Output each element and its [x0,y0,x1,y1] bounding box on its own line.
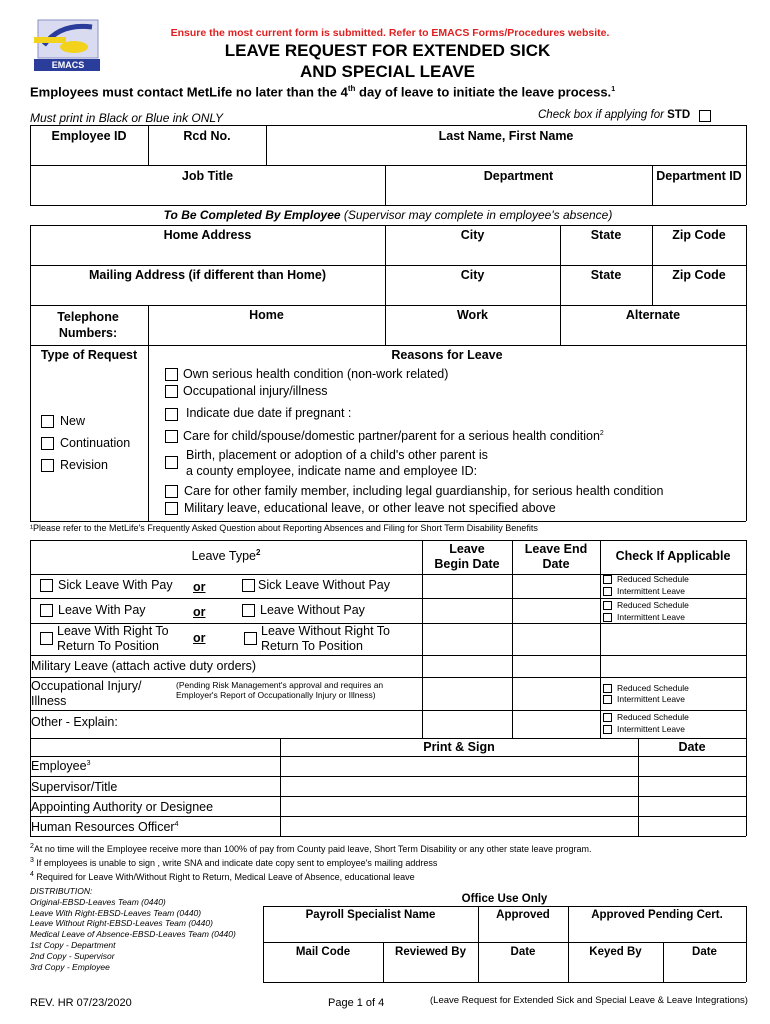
std-note-text: Check box if applying for [538,109,664,121]
state-label-2: State [590,268,622,282]
employee-id-label: Employee ID [51,129,127,143]
occupational-note-2: Employer's Report of Occupationally Injury or Illness) [176,690,376,700]
state-label: State [590,228,622,242]
distribution-item: Leave With Right-EBSD-Leaves Team (0440) [30,907,202,918]
footnote-3-num: 3 [30,857,34,864]
reason-other-family-checkbox[interactable] [165,485,178,498]
zip-label: Zip Code [672,228,726,242]
type-revision-checkbox[interactable] [41,459,54,472]
occupational-label-1: Occupational Injury/ [31,679,142,693]
leave-without-pay-checkbox[interactable] [242,604,255,617]
form-notice: Ensure the most current form is submitted. Refer to EMACS Forms/Procedures website. [170,27,610,39]
footnote-2-num: 2 [30,843,34,850]
intermittent-label-2: Intermittent Leave [617,612,686,622]
sick-without-pay-checkbox[interactable] [242,579,255,592]
type-of-request-header: Type of Request [40,348,138,362]
city-label: City [460,228,485,242]
type-continuation-checkbox[interactable] [41,437,54,450]
completed-by-bold: To Be Completed By Employee [163,208,341,222]
completed-by-rest: (Supervisor may complete in employee's absence) [340,208,613,222]
footnote-2-text: At no time will the Employee receive more than 100% of pay from County paid leave, Short Term Disability or any other state leave program. [33,844,592,854]
reason-footnote-ref: 2 [599,429,604,437]
reason-birth-label-2: a county employee, indicate name and employee ID: [186,464,478,478]
footnote-1: ¹Please refer to the MetLife's Frequently Asked Question about Reporting Absences and Filing for Short Term Disability Benefits [30,523,538,533]
print-sign-header: Print & Sign [423,740,495,754]
reason-military-checkbox[interactable] [165,502,178,515]
approved-pending-label: Approved Pending Cert. [591,909,723,921]
intermittent-label-4: Intermittent Leave [617,724,686,734]
reduced-schedule-checkbox-2[interactable] [603,601,612,610]
leave-without-right-checkbox[interactable] [244,632,257,645]
leave-type-footnote-ref: 2 [255,548,261,557]
or-label-3: or [193,631,206,645]
leave-with-right-checkbox[interactable] [40,632,53,645]
end-date-header-1: Leave End [524,542,588,556]
end-date-header-2: Date [542,557,570,571]
reason-military-label: Military leave, educational leave, or other leave not specified above [184,501,556,515]
leave-with-pay-checkbox[interactable] [40,604,53,617]
department-label: Department [483,169,554,183]
footnote-4 [30,871,415,882]
name-label: Last Name, First Name [438,129,574,143]
reduced-schedule-label-1: Reduced Schedule [617,574,689,584]
distribution-item: 2nd Copy - Supervisor [30,950,115,961]
occupational-label-2: Illness [31,694,67,708]
leave-without-pay-label: Leave Without Pay [260,603,365,617]
reason-pregnant-checkbox[interactable] [165,408,178,421]
occupational-note-1: (Pending Risk Management's approval and requires an [176,680,384,690]
reduced-schedule-checkbox-3[interactable] [603,684,612,693]
reason-own-health-label: Own serious health condition (non-work related) [183,367,449,381]
leave-with-right-label-1: Leave With Right To [57,624,169,638]
distribution-item: Medical Leave of Absence-EBSD-Leaves Team (0440) [30,929,236,940]
zip-label-2: Zip Code [672,268,726,282]
distribution-item: Original-EBSD-Leaves Team (0440) [30,896,166,907]
mailing-address-label: Mailing Address (if different than Home) [88,268,327,282]
leave-type-header-text: Leave Type [191,549,256,564]
sign-date-header: Date [678,740,706,754]
city-label-2: City [460,268,485,282]
std-label: STD [667,109,691,121]
logo-text: EMACS [51,60,85,70]
metlife-notice-text-end: day of leave to initiate the leave process. [355,84,612,100]
footnote-3-text: If employees is unable to sign , write SNA and indicate date copy sent to employee's mailing address [33,858,438,868]
metlife-footnote-ref: 1 [611,86,616,93]
intermittent-label-1: Intermittent Leave [617,586,686,596]
type-revision-label: Revision [60,458,108,472]
reason-care-family-checkbox[interactable] [165,430,178,443]
sign-supervisor-label: Supervisor/Title [31,780,118,794]
sick-with-pay-label: Sick Leave With Pay [58,578,173,592]
leave-without-right-label-2: Return To Position [261,639,363,653]
reason-other-family-label: Care for other family member, including legal guardianship, for serious health condition [184,484,664,498]
form-title-line1: LEAVE REQUEST FOR EXTENDED SICK [224,41,551,60]
distribution-item: 3rd Copy - Employee [30,961,110,972]
sick-without-pay-label: Sick Leave Without Pay [258,578,391,592]
begin-date-header-2: Begin Date [434,557,500,571]
office-date-label-2: Date [692,946,717,958]
begin-date-header-1: Leave [449,542,485,556]
reason-birth-checkbox[interactable] [165,456,178,469]
document-name: (Leave Request for Extended Sick and Special Leave & Leave Integrations) [430,995,748,1006]
military-leave-label: Military Leave (attach active duty orders) [31,659,257,673]
reduced-schedule-label-2: Reduced Schedule [617,600,689,610]
home-phone-label: Home [249,308,284,322]
footnote-4-num: 4 [30,871,34,878]
reason-own-health-checkbox[interactable] [165,368,178,381]
leave-with-pay-label: Leave With Pay [58,603,146,617]
metlife-notice [30,84,615,99]
leave-without-right-label-1: Leave Without Right To [261,624,391,638]
ink-note: Must print in Black or Blue ink ONLY [30,111,223,125]
emacs-logo [30,17,102,73]
keyed-by-label: Keyed By [589,946,642,958]
approved-label: Approved [496,909,550,921]
distribution-list [30,886,236,972]
reduced-schedule-label-4: Reduced Schedule [617,712,689,722]
job-title-label: Job Title [181,169,234,183]
reasons-header: Reasons for Leave [391,348,503,362]
page-number: Page 1 of 4 [328,997,385,1009]
reason-occupational-label: Occupational injury/illness [183,384,328,398]
type-new-checkbox[interactable] [41,415,54,428]
sign-hr-label [31,820,178,834]
check-applicable-header: Check If Applicable [615,549,731,563]
rcd-no-label: Rcd No. [183,129,231,143]
leave-type-header [30,548,422,563]
reason-pregnant-label: Indicate due date if pregnant : [186,406,352,420]
std-checkbox[interactable] [699,110,711,122]
sick-with-pay-checkbox[interactable] [40,579,53,592]
leave-with-right-label-2: Return To Position [57,639,159,653]
office-use-title: Office Use Only [461,893,548,905]
office-date-label: Date [510,946,536,958]
reduced-schedule-checkbox-4[interactable] [603,713,612,722]
metlife-notice-sup: th [347,84,356,93]
reason-occupational-checkbox[interactable] [165,385,178,398]
revision-label: REV. HR 07/23/2020 [30,997,132,1009]
department-id-label: Department ID [656,169,742,183]
telephone-label: Telephone Numbers: [57,310,119,340]
work-phone-label: Work [456,308,489,322]
intermittent-checkbox-3[interactable] [603,695,612,704]
mail-code-label: Mail Code [295,946,351,958]
reduced-schedule-checkbox-1[interactable] [603,575,612,584]
intermittent-checkbox-2[interactable] [603,613,612,622]
reviewed-by-label: Reviewed By [395,946,466,958]
home-address-label: Home Address [163,228,252,242]
sign-employee-label [31,759,91,773]
sign-hr-fn: 4 [174,820,179,828]
sign-hr-text: Human Resources Officer [31,820,175,834]
reduced-schedule-label-3: Reduced Schedule [617,683,689,693]
sign-employee-text: Employee [31,759,87,773]
or-label-2: or [193,605,206,619]
form-title-line2: AND SPECIAL LEAVE [299,62,476,81]
reason-care-family-label [183,429,604,443]
sign-appointing-label: Appointing Authority or Designee [31,800,214,814]
other-explain-label: Other - Explain: [31,715,118,729]
alternate-phone-label: Alternate [625,308,681,322]
footnote-3 [30,857,437,868]
distribution-title: DISTRIBUTION: [30,886,93,896]
intermittent-checkbox-1[interactable] [603,587,612,596]
payroll-specialist-label: Payroll Specialist Name [305,909,436,921]
type-new-label: New [60,414,86,428]
or-label-1: or [193,580,206,594]
reason-care-family-text: Care for child/spouse/domestic partner/parent for a serious health condition [183,429,600,443]
std-note [538,109,690,121]
intermittent-label-3: Intermittent Leave [617,694,686,704]
distribution-item: 1st Copy - Department [30,939,116,950]
completed-by-note [30,208,746,222]
sign-employee-fn: 3 [86,759,91,767]
footnote-4-text: Required for Leave With/Without Right to Return, Medical Leave of Absence, educational leave [33,872,415,882]
intermittent-checkbox-4[interactable] [603,725,612,734]
footnote-2 [30,843,592,854]
distribution-item: Leave Without Right-EBSD-Leaves Team (0440) [30,918,213,929]
reason-birth-label-1: Birth, placement or adoption of a child's other parent is [186,448,488,462]
type-continuation-label: Continuation [60,436,131,450]
metlife-notice-text: Employees must contact MetLife no later than the 4 [30,84,348,100]
